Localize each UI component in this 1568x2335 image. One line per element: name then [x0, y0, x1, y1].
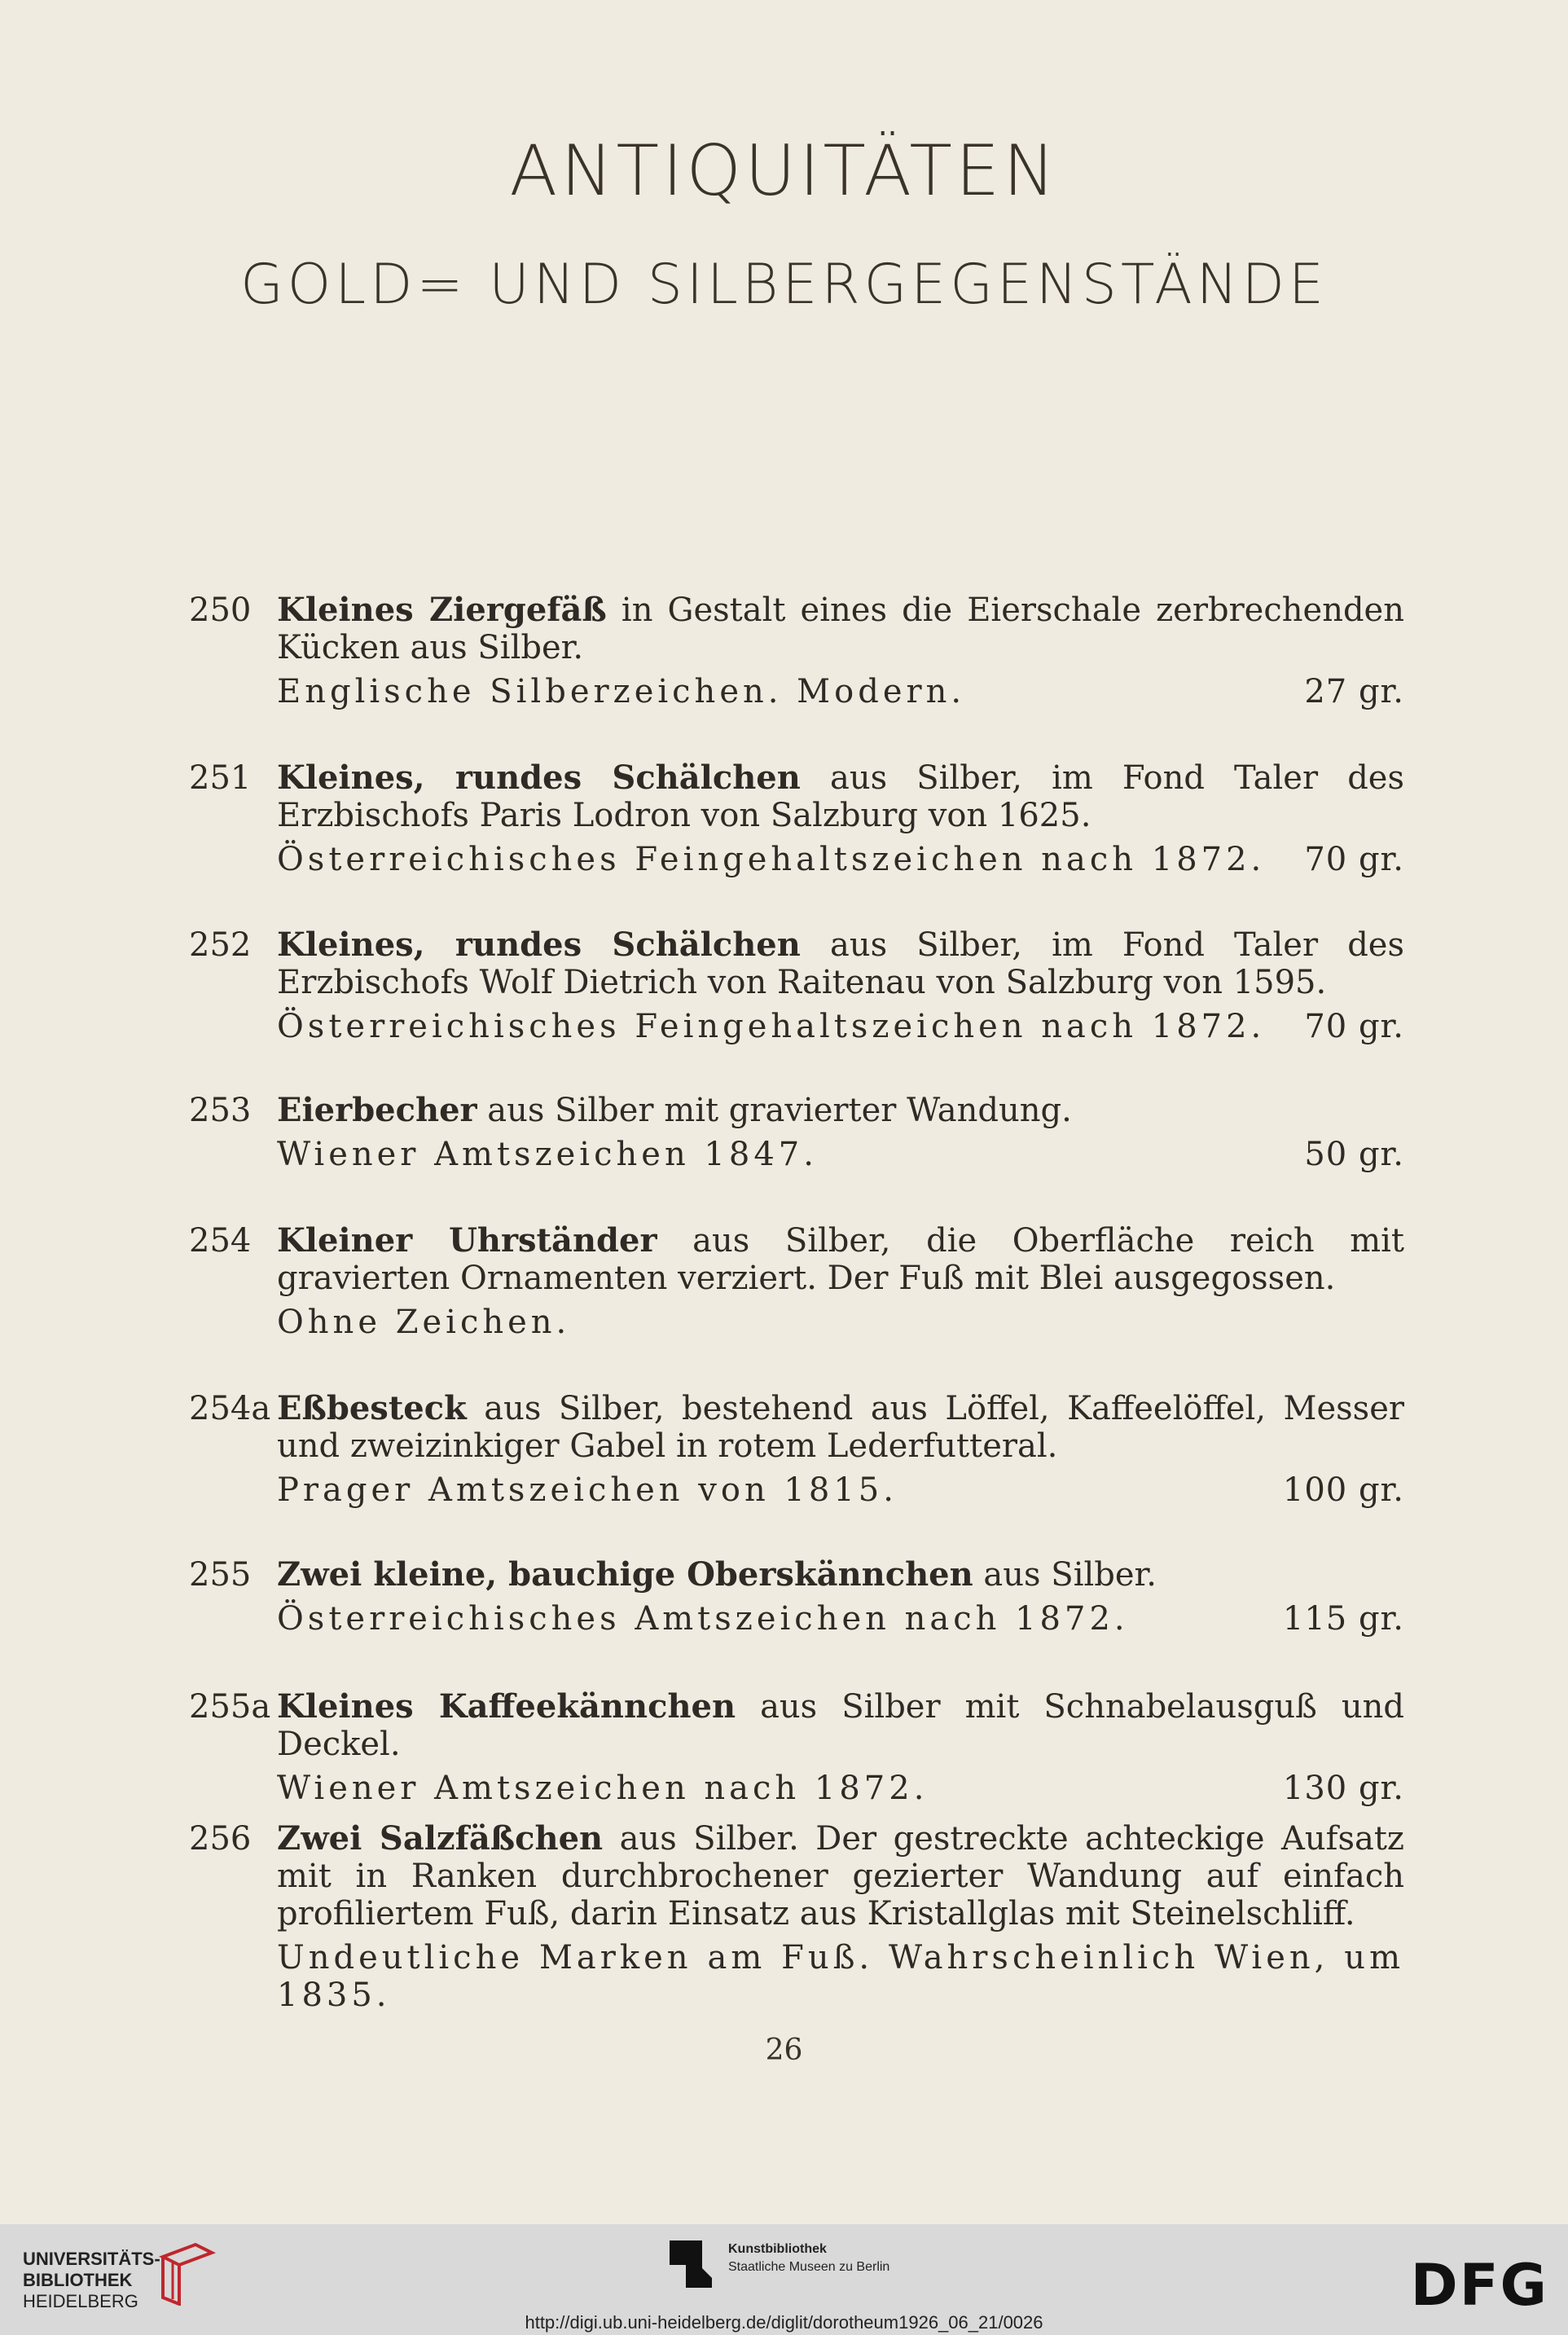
ub-heidelberg-label[interactable] [23, 2249, 160, 2312]
lot-number: 254 [189, 1222, 252, 1260]
item-description: aus Silber mit gravierter Wandung. [477, 1092, 1072, 1129]
hallmark-text: Österreichisches Amtszeichen nach 1872. [277, 1600, 1129, 1638]
item-description: aus Silber, im Fond Taler des Erzbischofs Wolf Dietrich von Raitenau von Salzburg von 1595. [277, 926, 1404, 1001]
entry-body [277, 591, 1404, 710]
item-name: Kleines, rundes Schälchen [277, 759, 801, 797]
item-name: Zwei kleine, bauchige Oberskännchen [277, 1555, 973, 1594]
page-number: 26 [765, 2034, 803, 2067]
hallmark-text: Prager Amtszeichen von 1815. [277, 1471, 898, 1509]
entry-body [277, 1222, 1404, 1341]
hallmark-text: Österreichisches Feingehaltszeichen nach 1872. [277, 841, 1266, 878]
item-description: in Gestalt eines die Eierschale zerbrechenden Kücken aus Silber. [277, 591, 1404, 666]
entry-body [277, 1556, 1404, 1638]
hallmark-line [277, 1136, 1404, 1173]
kunstbibliothek-mark-icon [670, 2240, 712, 2288]
item-weight: 70 gr. [1304, 1008, 1404, 1045]
item-description: aus Silber. [973, 1556, 1157, 1594]
hallmark-text: Österreichisches Feingehaltszeichen nach 1872. [277, 1008, 1266, 1045]
entry-body [277, 1820, 1404, 2014]
ub-heidelberg-logo-icon[interactable] [155, 2240, 220, 2306]
kunstbibliothek-text [728, 2240, 889, 2276]
kb-line-1: Kunstbibliothek [728, 2242, 827, 2256]
item-name: Eßbesteck [277, 1389, 467, 1427]
item-weight: 100 gr. [1282, 1471, 1404, 1509]
hallmark-line [277, 1008, 1404, 1045]
kunstbibliothek-logo[interactable] [670, 2240, 889, 2288]
item-description: aus Silber, im Fond Taler des Erzbischofs Paris Lodron von Salzburg von 1625. [277, 759, 1404, 834]
hallmark-text: Undeutliche Marken am Fuß. Wahrscheinlich Wien, um 1835. [277, 1939, 1404, 2014]
hallmark-line [277, 841, 1404, 878]
hallmark-line [277, 673, 1404, 710]
dfg-logo[interactable]: DFG [1410, 2252, 1548, 2319]
entry-body [277, 1390, 1404, 1509]
entry-body [277, 1688, 1404, 1807]
hallmark-line [277, 1471, 1404, 1509]
permalink-url[interactable]: http://digi.ub.uni-heidelberg.de/diglit/dorotheum1926_06_21/0026 [525, 2312, 1043, 2333]
item-description: aus Silber. Der gestreckte achteckige Aufsatz mit in Ranken durchbrochener gezierter Wandung auf einfach profiliertem Fuß, darin Einsatz aus Kristallglas mit Steinelschliff. [277, 1820, 1405, 1933]
item-name: Kleines, rundes Schälchen [277, 926, 801, 964]
item-name: Kleines Kaffeekännchen [277, 1687, 736, 1726]
lot-number: 250 [189, 591, 252, 629]
item-name: Kleiner Uhrständer [277, 1221, 657, 1260]
entry-body [277, 759, 1404, 878]
hallmark-line [277, 1939, 1404, 2014]
hallmark-text: Englische Silberzeichen. Modern. [277, 673, 966, 710]
item-weight: 27 gr. [1304, 673, 1404, 710]
ub-line-2: BIBLIOTHEK [23, 2270, 133, 2290]
item-description: aus Silber, bestehend aus Löffel, Kaffeelöffel, Messer und zweizinkiger Gabel in rotem Lederfutteral. [277, 1390, 1404, 1465]
entry-body [277, 1092, 1404, 1173]
entry-body [277, 926, 1404, 1045]
hallmark-line [277, 1304, 1404, 1341]
page-title: ANTIQUITÄTEN [509, 130, 1059, 212]
hallmark-line [277, 1770, 1404, 1807]
hallmark-text: Wiener Amtszeichen 1847. [277, 1136, 818, 1173]
footer-bar [0, 2224, 1568, 2335]
kb-line-2: Staatliche Museen zu Berlin [728, 2260, 890, 2274]
item-description: aus Silber mit Schnabelausguß und Deckel. [277, 1688, 1404, 1763]
hallmark-text: Wiener Amtszeichen nach 1872. [277, 1770, 929, 1807]
ub-line-1: UNIVERSITÄTS- [23, 2249, 160, 2269]
lot-number: 252 [189, 926, 252, 964]
lot-number: 251 [189, 759, 252, 797]
item-weight: 70 gr. [1304, 841, 1404, 878]
item-description: aus Silber, die Oberfläche reich mit gravierten Ornamenten verziert. Der Fuß mit Blei ausgegossen. [277, 1222, 1404, 1297]
item-name: Eierbecher [277, 1091, 477, 1129]
lot-number: 256 [189, 1820, 252, 1858]
item-weight: 50 gr. [1304, 1136, 1404, 1173]
hallmark-text: Ohne Zeichen. [277, 1304, 571, 1341]
ub-line-3: HEIDELBERG [23, 2291, 138, 2311]
item-weight: 115 gr. [1282, 1600, 1404, 1638]
page-subtitle: GOLD= UND SILBERGEGENSTÄNDE [240, 253, 1328, 317]
lot-number: 254a [189, 1390, 271, 1427]
item-weight: 130 gr. [1282, 1770, 1404, 1807]
hallmark-line [277, 1600, 1404, 1638]
lot-number: 255 [189, 1556, 252, 1594]
lot-number: 253 [189, 1092, 252, 1129]
lot-number: 255a [189, 1688, 271, 1726]
item-name: Zwei Salzfäßchen [277, 1819, 604, 1858]
item-name: Kleines Ziergefäß [277, 591, 607, 629]
